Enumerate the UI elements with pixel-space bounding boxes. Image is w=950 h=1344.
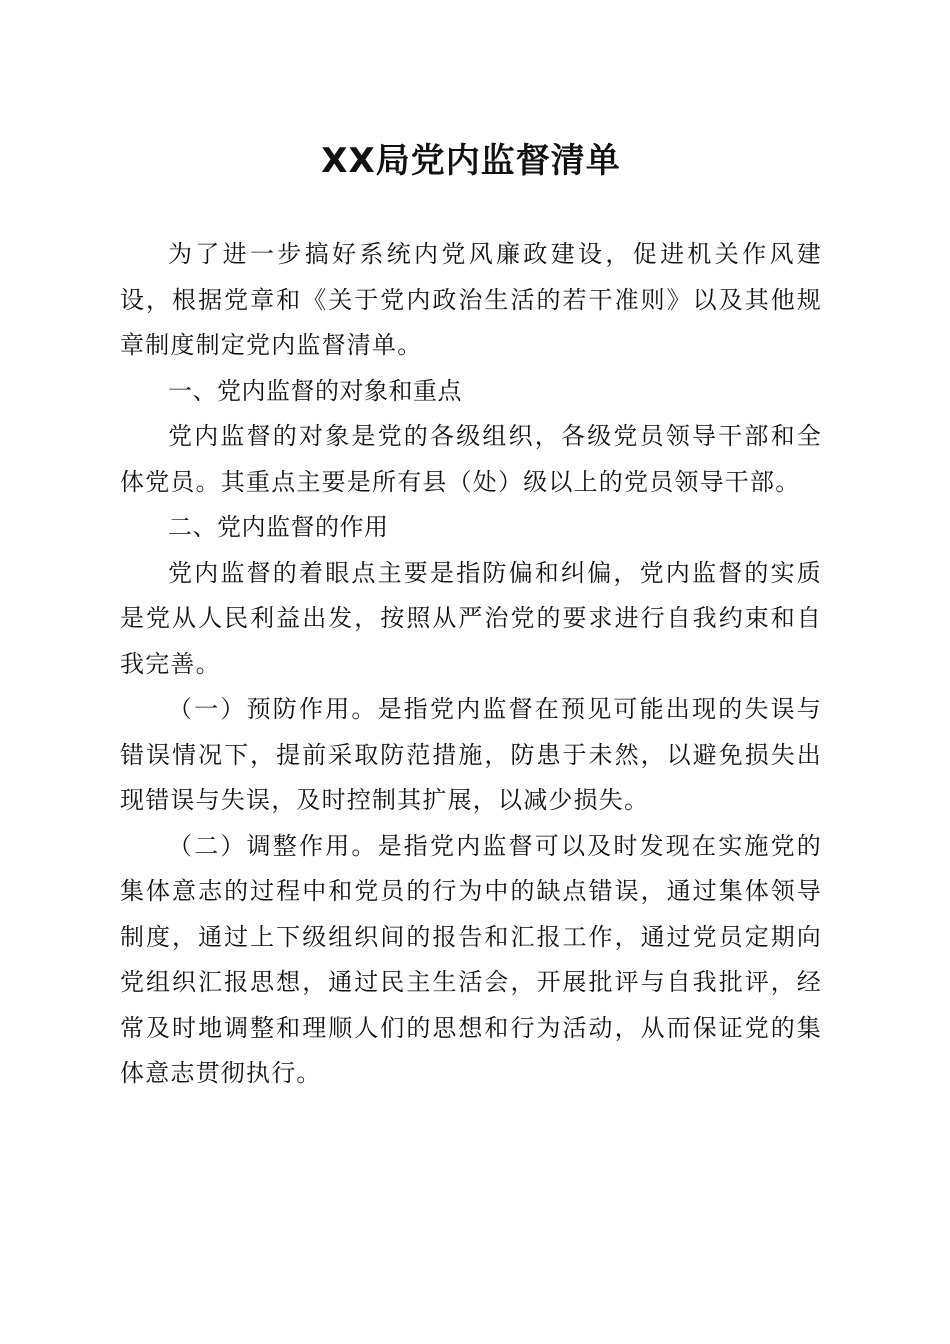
- item-2-label: （二）调整作用。: [168, 831, 378, 860]
- section-1-heading: 一、党内监督的对象和重点: [168, 376, 462, 405]
- section-1-paragraph: 党内监督的对象是党的各级组织，各级党员领导干部和全体党员。其重点主要是所有县（处）级以上的党员领导干部。: [120, 422, 822, 496]
- document-body: [120, 232, 822, 1097]
- item-1-label: （一）预防作用。: [168, 695, 378, 723]
- item-1-text: 是指党内监督在预见可能出现的失误与错误情况下，提前采取防范措施，防患于未然，以避免损失出现错误与失误，及时控制其扩展，以减少损失。: [120, 695, 822, 814]
- item-1-paragraph: [120, 687, 822, 824]
- section-2-paragraph: 党内监督的着眼点主要是指防偏和纠偏，党内监督的实质是党从人民利益出发，按照从严治党的要求进行自我约束和自我完善。: [120, 558, 822, 678]
- intro-paragraph: 为了进一步搞好系统内党风廉政建设，促进机关作风建设，根据党章和《关于党内政治生活的若干准则》以及其他规章制度制定党内监督清单。: [120, 240, 822, 359]
- item-2-paragraph: [120, 824, 822, 1097]
- item-2-text: 是指党内监督可以及时发现在实施党的集体意志的过程中和党员的行为中的缺点错误，通过集体领导制度，通过上下级组织间的报告和汇报工作，通过党员定期向党组织汇报思想，通过民主生活会，开展批评与自我批评，经常及时地调整和理顺人们的思想和行为活动，从而保证党的集体意志贯彻执行。: [120, 831, 822, 1087]
- document-title: XX局党内监督清单: [321, 141, 621, 181]
- section-2-heading: 二、党内监督的作用: [168, 513, 389, 541]
